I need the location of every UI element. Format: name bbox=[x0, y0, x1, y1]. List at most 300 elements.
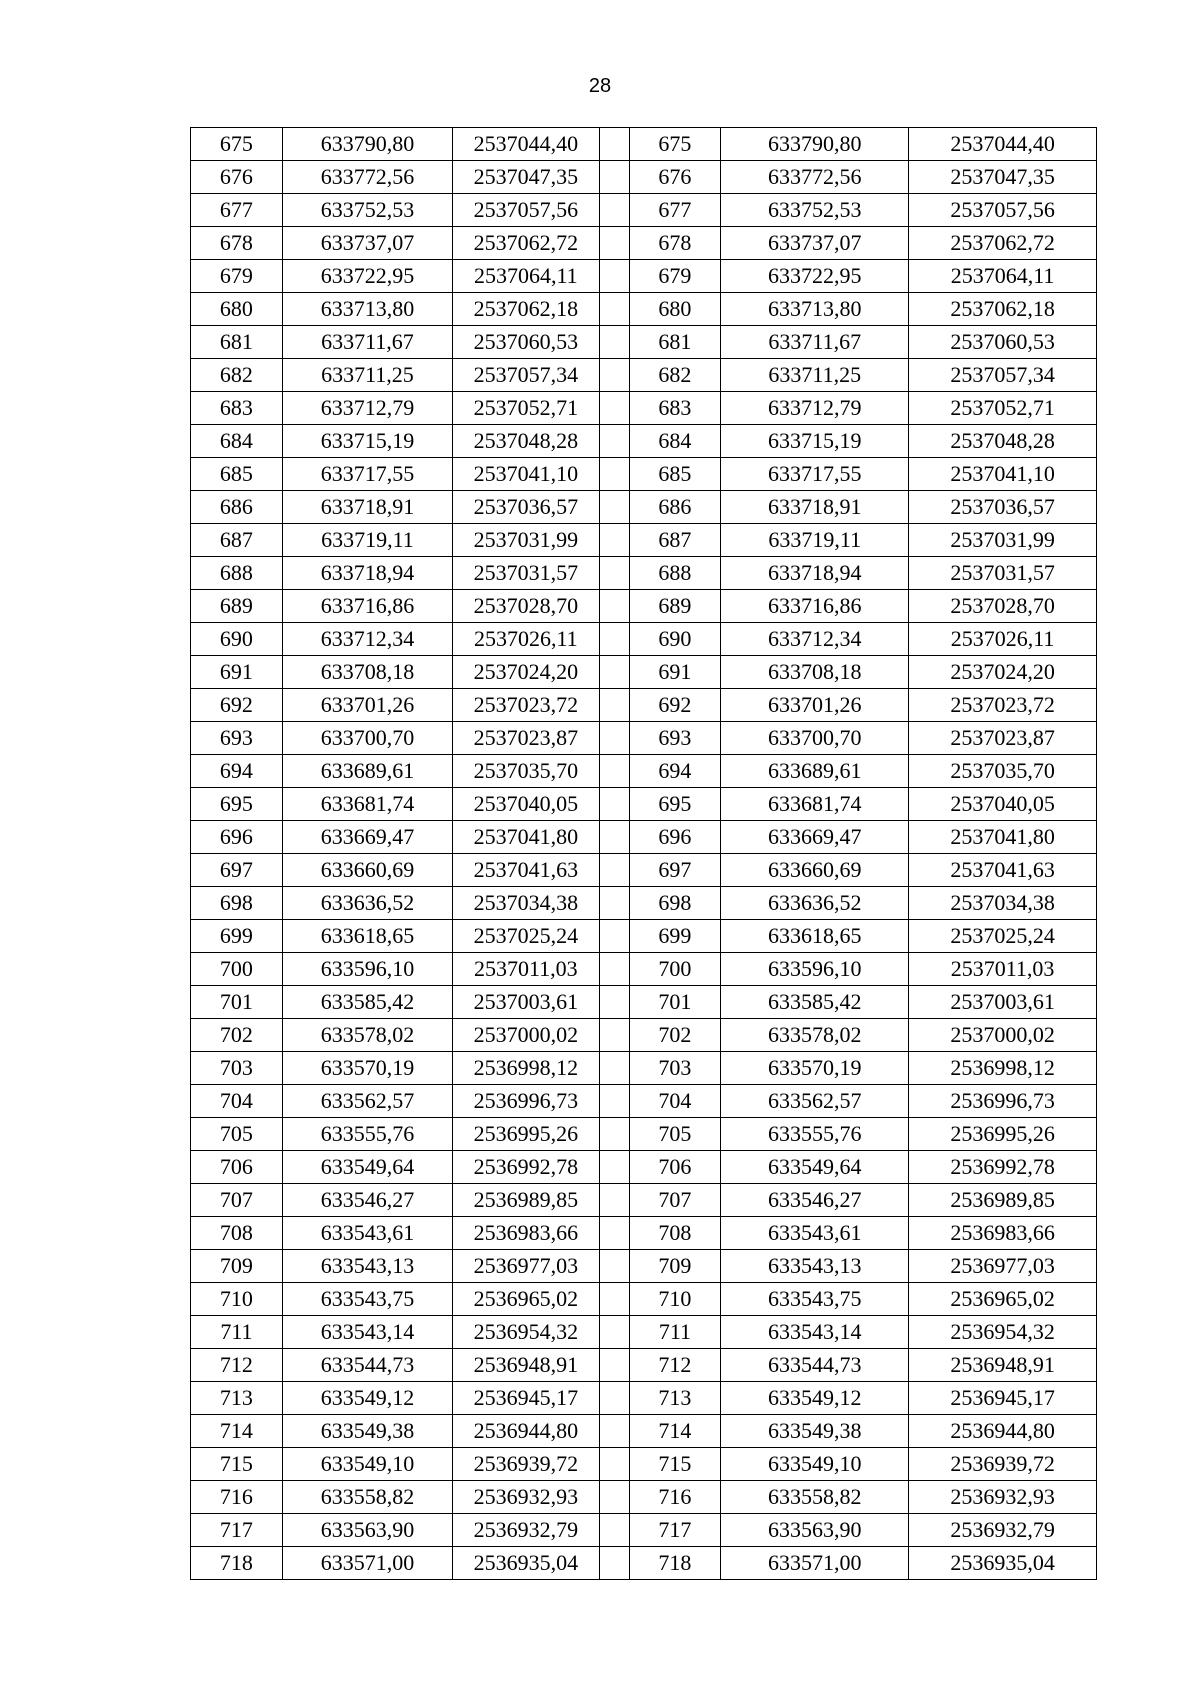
point-number-cell: 713 bbox=[191, 1382, 283, 1415]
point-number-cell-right: 695 bbox=[629, 788, 721, 821]
point-number-cell: 716 bbox=[191, 1481, 283, 1514]
point-number-cell: 699 bbox=[191, 920, 283, 953]
y-coordinate-cell-right: 2537003,61 bbox=[909, 986, 1097, 1019]
table-row bbox=[191, 1052, 1097, 1085]
table-row bbox=[191, 359, 1097, 392]
spacer-cell bbox=[599, 128, 629, 161]
x-coordinate-cell-right: 633636,52 bbox=[721, 887, 909, 920]
y-coordinate-cell-right: 2537034,38 bbox=[909, 887, 1097, 920]
x-coordinate-cell: 633718,94 bbox=[282, 557, 452, 590]
y-coordinate-cell-right: 2537041,10 bbox=[909, 458, 1097, 491]
y-coordinate-cell: 2537060,53 bbox=[453, 326, 600, 359]
table-row bbox=[191, 1481, 1097, 1514]
y-coordinate-cell-right: 2537025,24 bbox=[909, 920, 1097, 953]
table-row bbox=[191, 1118, 1097, 1151]
spacer-cell bbox=[599, 788, 629, 821]
point-number-cell-right: 698 bbox=[629, 887, 721, 920]
x-coordinate-cell-right: 633701,26 bbox=[721, 689, 909, 722]
x-coordinate-cell: 633570,19 bbox=[282, 1052, 452, 1085]
x-coordinate-cell-right: 633713,80 bbox=[721, 293, 909, 326]
spacer-cell bbox=[599, 1316, 629, 1349]
x-coordinate-cell: 633571,00 bbox=[282, 1547, 452, 1580]
point-number-cell-right: 694 bbox=[629, 755, 721, 788]
y-coordinate-cell-right: 2537044,40 bbox=[909, 128, 1097, 161]
point-number-cell: 704 bbox=[191, 1085, 283, 1118]
y-coordinate-cell-right: 2537057,34 bbox=[909, 359, 1097, 392]
y-coordinate-cell: 2537035,70 bbox=[453, 755, 600, 788]
spacer-cell bbox=[599, 227, 629, 260]
spacer-cell bbox=[599, 326, 629, 359]
x-coordinate-cell: 633708,18 bbox=[282, 656, 452, 689]
spacer-cell bbox=[599, 1250, 629, 1283]
spacer-cell bbox=[599, 491, 629, 524]
table-row bbox=[191, 161, 1097, 194]
point-number-cell: 690 bbox=[191, 623, 283, 656]
point-number-cell: 687 bbox=[191, 524, 283, 557]
y-coordinate-cell-right: 2537026,11 bbox=[909, 623, 1097, 656]
x-coordinate-cell-right: 633660,69 bbox=[721, 854, 909, 887]
spacer-cell bbox=[599, 755, 629, 788]
point-number-cell-right: 700 bbox=[629, 953, 721, 986]
x-coordinate-cell: 633790,80 bbox=[282, 128, 452, 161]
spacer-cell bbox=[599, 854, 629, 887]
point-number-cell-right: 693 bbox=[629, 722, 721, 755]
point-number-cell: 689 bbox=[191, 590, 283, 623]
point-number-cell: 692 bbox=[191, 689, 283, 722]
point-number-cell: 693 bbox=[191, 722, 283, 755]
x-coordinate-cell-right: 633555,76 bbox=[721, 1118, 909, 1151]
y-coordinate-cell-right: 2537048,28 bbox=[909, 425, 1097, 458]
point-number-cell: 703 bbox=[191, 1052, 283, 1085]
x-coordinate-cell: 633546,27 bbox=[282, 1184, 452, 1217]
x-coordinate-cell-right: 633562,57 bbox=[721, 1085, 909, 1118]
point-number-cell-right: 712 bbox=[629, 1349, 721, 1382]
spacer-cell bbox=[599, 260, 629, 293]
x-coordinate-cell: 633543,14 bbox=[282, 1316, 452, 1349]
table-row bbox=[191, 623, 1097, 656]
point-number-cell-right: 718 bbox=[629, 1547, 721, 1580]
x-coordinate-cell: 633636,52 bbox=[282, 887, 452, 920]
point-number-cell-right: 688 bbox=[629, 557, 721, 590]
x-coordinate-cell-right: 633570,19 bbox=[721, 1052, 909, 1085]
point-number-cell: 715 bbox=[191, 1448, 283, 1481]
table-row bbox=[191, 1151, 1097, 1184]
x-coordinate-cell-right: 633585,42 bbox=[721, 986, 909, 1019]
x-coordinate-cell: 633719,11 bbox=[282, 524, 452, 557]
point-number-cell-right: 684 bbox=[629, 425, 721, 458]
y-coordinate-cell: 2536954,32 bbox=[453, 1316, 600, 1349]
x-coordinate-cell-right: 633558,82 bbox=[721, 1481, 909, 1514]
y-coordinate-cell: 2537048,28 bbox=[453, 425, 600, 458]
spacer-cell bbox=[599, 887, 629, 920]
y-coordinate-cell-right: 2536996,73 bbox=[909, 1085, 1097, 1118]
point-number-cell-right: 685 bbox=[629, 458, 721, 491]
point-number-cell-right: 689 bbox=[629, 590, 721, 623]
y-coordinate-cell-right: 2536948,91 bbox=[909, 1349, 1097, 1382]
coordinates-table-body bbox=[191, 128, 1097, 1580]
x-coordinate-cell: 633669,47 bbox=[282, 821, 452, 854]
table-row bbox=[191, 722, 1097, 755]
table-row bbox=[191, 1547, 1097, 1580]
table-row bbox=[191, 557, 1097, 590]
table-row bbox=[191, 1415, 1097, 1448]
x-coordinate-cell-right: 633549,64 bbox=[721, 1151, 909, 1184]
point-number-cell: 718 bbox=[191, 1547, 283, 1580]
x-coordinate-cell-right: 633543,13 bbox=[721, 1250, 909, 1283]
y-coordinate-cell-right: 2537052,71 bbox=[909, 392, 1097, 425]
y-coordinate-cell-right: 2537062,72 bbox=[909, 227, 1097, 260]
x-coordinate-cell: 633543,75 bbox=[282, 1283, 452, 1316]
x-coordinate-cell-right: 633717,55 bbox=[721, 458, 909, 491]
x-coordinate-cell: 633618,65 bbox=[282, 920, 452, 953]
point-number-cell-right: 696 bbox=[629, 821, 721, 854]
y-coordinate-cell: 2537040,05 bbox=[453, 788, 600, 821]
point-number-cell-right: 676 bbox=[629, 161, 721, 194]
table-row bbox=[191, 986, 1097, 1019]
point-number-cell-right: 678 bbox=[629, 227, 721, 260]
table-row bbox=[191, 326, 1097, 359]
point-number-cell-right: 704 bbox=[629, 1085, 721, 1118]
y-coordinate-cell-right: 2537062,18 bbox=[909, 293, 1097, 326]
point-number-cell: 711 bbox=[191, 1316, 283, 1349]
x-coordinate-cell-right: 633737,07 bbox=[721, 227, 909, 260]
table-row bbox=[191, 1382, 1097, 1415]
spacer-cell bbox=[599, 1217, 629, 1250]
y-coordinate-cell: 2536996,73 bbox=[453, 1085, 600, 1118]
x-coordinate-cell: 633716,86 bbox=[282, 590, 452, 623]
spacer-cell bbox=[599, 1151, 629, 1184]
point-number-cell: 683 bbox=[191, 392, 283, 425]
spacer-cell bbox=[599, 1052, 629, 1085]
x-coordinate-cell: 633689,61 bbox=[282, 755, 452, 788]
point-number-cell: 700 bbox=[191, 953, 283, 986]
table-row bbox=[191, 128, 1097, 161]
table-row bbox=[191, 1250, 1097, 1283]
x-coordinate-cell: 633681,74 bbox=[282, 788, 452, 821]
point-number-cell: 701 bbox=[191, 986, 283, 1019]
point-number-cell: 717 bbox=[191, 1514, 283, 1547]
point-number-cell: 694 bbox=[191, 755, 283, 788]
y-coordinate-cell: 2536992,78 bbox=[453, 1151, 600, 1184]
spacer-cell bbox=[599, 689, 629, 722]
coordinates-table bbox=[190, 127, 1097, 1580]
table-row bbox=[191, 227, 1097, 260]
y-coordinate-cell: 2536998,12 bbox=[453, 1052, 600, 1085]
y-coordinate-cell-right: 2537040,05 bbox=[909, 788, 1097, 821]
y-coordinate-cell-right: 2536983,66 bbox=[909, 1217, 1097, 1250]
x-coordinate-cell-right: 633700,70 bbox=[721, 722, 909, 755]
x-coordinate-cell-right: 633772,56 bbox=[721, 161, 909, 194]
table-row bbox=[191, 788, 1097, 821]
point-number-cell-right: 710 bbox=[629, 1283, 721, 1316]
spacer-cell bbox=[599, 524, 629, 557]
y-coordinate-cell: 2537062,72 bbox=[453, 227, 600, 260]
spacer-cell bbox=[599, 623, 629, 656]
point-number-cell-right: 711 bbox=[629, 1316, 721, 1349]
y-coordinate-cell: 2537000,02 bbox=[453, 1019, 600, 1052]
y-coordinate-cell-right: 2537028,70 bbox=[909, 590, 1097, 623]
y-coordinate-cell: 2536932,79 bbox=[453, 1514, 600, 1547]
point-number-cell: 684 bbox=[191, 425, 283, 458]
point-number-cell-right: 703 bbox=[629, 1052, 721, 1085]
table-row bbox=[191, 491, 1097, 524]
spacer-cell bbox=[599, 986, 629, 1019]
point-number-cell: 686 bbox=[191, 491, 283, 524]
y-coordinate-cell-right: 2536935,04 bbox=[909, 1547, 1097, 1580]
point-number-cell: 677 bbox=[191, 194, 283, 227]
table-row bbox=[191, 854, 1097, 887]
x-coordinate-cell-right: 633712,34 bbox=[721, 623, 909, 656]
x-coordinate-cell-right: 633712,79 bbox=[721, 392, 909, 425]
table-row bbox=[191, 755, 1097, 788]
x-coordinate-cell: 633700,70 bbox=[282, 722, 452, 755]
spacer-cell bbox=[599, 1184, 629, 1217]
point-number-cell-right: 680 bbox=[629, 293, 721, 326]
x-coordinate-cell-right: 633618,65 bbox=[721, 920, 909, 953]
y-coordinate-cell: 2537025,24 bbox=[453, 920, 600, 953]
y-coordinate-cell: 2537057,34 bbox=[453, 359, 600, 392]
table-row bbox=[191, 887, 1097, 920]
y-coordinate-cell-right: 2537060,53 bbox=[909, 326, 1097, 359]
x-coordinate-cell-right: 633578,02 bbox=[721, 1019, 909, 1052]
x-coordinate-cell-right: 633719,11 bbox=[721, 524, 909, 557]
y-coordinate-cell: 2537044,40 bbox=[453, 128, 600, 161]
y-coordinate-cell: 2536944,80 bbox=[453, 1415, 600, 1448]
y-coordinate-cell: 2537034,38 bbox=[453, 887, 600, 920]
spacer-cell bbox=[599, 821, 629, 854]
y-coordinate-cell: 2536989,85 bbox=[453, 1184, 600, 1217]
y-coordinate-cell: 2537036,57 bbox=[453, 491, 600, 524]
x-coordinate-cell: 633549,12 bbox=[282, 1382, 452, 1415]
y-coordinate-cell-right: 2536992,78 bbox=[909, 1151, 1097, 1184]
point-number-cell-right: 699 bbox=[629, 920, 721, 953]
x-coordinate-cell-right: 633563,90 bbox=[721, 1514, 909, 1547]
y-coordinate-cell-right: 2537041,80 bbox=[909, 821, 1097, 854]
spacer-cell bbox=[599, 194, 629, 227]
x-coordinate-cell: 633578,02 bbox=[282, 1019, 452, 1052]
spacer-cell bbox=[599, 359, 629, 392]
point-number-cell-right: 683 bbox=[629, 392, 721, 425]
y-coordinate-cell: 2537011,03 bbox=[453, 953, 600, 986]
point-number-cell: 709 bbox=[191, 1250, 283, 1283]
y-coordinate-cell-right: 2537031,99 bbox=[909, 524, 1097, 557]
point-number-cell-right: 691 bbox=[629, 656, 721, 689]
point-number-cell-right: 679 bbox=[629, 260, 721, 293]
spacer-cell bbox=[599, 1448, 629, 1481]
point-number-cell: 710 bbox=[191, 1283, 283, 1316]
y-coordinate-cell-right: 2536944,80 bbox=[909, 1415, 1097, 1448]
y-coordinate-cell-right: 2537057,56 bbox=[909, 194, 1097, 227]
x-coordinate-cell: 633722,95 bbox=[282, 260, 452, 293]
y-coordinate-cell: 2536977,03 bbox=[453, 1250, 600, 1283]
x-coordinate-cell: 633585,42 bbox=[282, 986, 452, 1019]
point-number-cell-right: 714 bbox=[629, 1415, 721, 1448]
point-number-cell: 696 bbox=[191, 821, 283, 854]
x-coordinate-cell-right: 633722,95 bbox=[721, 260, 909, 293]
point-number-cell: 688 bbox=[191, 557, 283, 590]
point-number-cell-right: 707 bbox=[629, 1184, 721, 1217]
x-coordinate-cell: 633558,82 bbox=[282, 1481, 452, 1514]
table-row bbox=[191, 392, 1097, 425]
point-number-cell-right: 697 bbox=[629, 854, 721, 887]
x-coordinate-cell: 633596,10 bbox=[282, 953, 452, 986]
table-row bbox=[191, 524, 1097, 557]
x-coordinate-cell: 633549,38 bbox=[282, 1415, 452, 1448]
y-coordinate-cell: 2537062,18 bbox=[453, 293, 600, 326]
x-coordinate-cell-right: 633718,94 bbox=[721, 557, 909, 590]
table-row bbox=[191, 1184, 1097, 1217]
spacer-cell bbox=[599, 656, 629, 689]
y-coordinate-cell: 2537026,11 bbox=[453, 623, 600, 656]
point-number-cell: 706 bbox=[191, 1151, 283, 1184]
y-coordinate-cell-right: 2536977,03 bbox=[909, 1250, 1097, 1283]
y-coordinate-cell-right: 2537035,70 bbox=[909, 755, 1097, 788]
spacer-cell bbox=[599, 425, 629, 458]
spacer-cell bbox=[599, 590, 629, 623]
point-number-cell: 695 bbox=[191, 788, 283, 821]
point-number-cell: 675 bbox=[191, 128, 283, 161]
x-coordinate-cell-right: 633681,74 bbox=[721, 788, 909, 821]
y-coordinate-cell: 2536965,02 bbox=[453, 1283, 600, 1316]
table-row bbox=[191, 1085, 1097, 1118]
point-number-cell-right: 677 bbox=[629, 194, 721, 227]
table-row bbox=[191, 953, 1097, 986]
y-coordinate-cell: 2537028,70 bbox=[453, 590, 600, 623]
x-coordinate-cell-right: 633669,47 bbox=[721, 821, 909, 854]
spacer-cell bbox=[599, 557, 629, 590]
y-coordinate-cell-right: 2536945,17 bbox=[909, 1382, 1097, 1415]
point-number-cell: 705 bbox=[191, 1118, 283, 1151]
y-coordinate-cell-right: 2536932,93 bbox=[909, 1481, 1097, 1514]
table-row bbox=[191, 920, 1097, 953]
y-coordinate-cell-right: 2537023,87 bbox=[909, 722, 1097, 755]
y-coordinate-cell: 2537047,35 bbox=[453, 161, 600, 194]
table-row bbox=[191, 689, 1097, 722]
spacer-cell bbox=[599, 458, 629, 491]
table-row bbox=[191, 1217, 1097, 1250]
spacer-cell bbox=[599, 161, 629, 194]
y-coordinate-cell-right: 2537047,35 bbox=[909, 161, 1097, 194]
table-row bbox=[191, 656, 1097, 689]
x-coordinate-cell: 633715,19 bbox=[282, 425, 452, 458]
x-coordinate-cell-right: 633752,53 bbox=[721, 194, 909, 227]
x-coordinate-cell: 633701,26 bbox=[282, 689, 452, 722]
y-coordinate-cell-right: 2536989,85 bbox=[909, 1184, 1097, 1217]
y-coordinate-cell: 2537024,20 bbox=[453, 656, 600, 689]
point-number-cell-right: 717 bbox=[629, 1514, 721, 1547]
y-coordinate-cell: 2536983,66 bbox=[453, 1217, 600, 1250]
y-coordinate-cell-right: 2537064,11 bbox=[909, 260, 1097, 293]
x-coordinate-cell: 633543,13 bbox=[282, 1250, 452, 1283]
x-coordinate-cell-right: 633543,14 bbox=[721, 1316, 909, 1349]
point-number-cell: 676 bbox=[191, 161, 283, 194]
y-coordinate-cell: 2537057,56 bbox=[453, 194, 600, 227]
y-coordinate-cell-right: 2537000,02 bbox=[909, 1019, 1097, 1052]
x-coordinate-cell-right: 633544,73 bbox=[721, 1349, 909, 1382]
x-coordinate-cell-right: 633549,38 bbox=[721, 1415, 909, 1448]
y-coordinate-cell: 2537041,63 bbox=[453, 854, 600, 887]
x-coordinate-cell-right: 633596,10 bbox=[721, 953, 909, 986]
y-coordinate-cell: 2537023,87 bbox=[453, 722, 600, 755]
spacer-cell bbox=[599, 1547, 629, 1580]
table-row bbox=[191, 1316, 1097, 1349]
table-row bbox=[191, 1349, 1097, 1382]
spacer-cell bbox=[599, 1085, 629, 1118]
x-coordinate-cell-right: 633571,00 bbox=[721, 1547, 909, 1580]
x-coordinate-cell-right: 633716,86 bbox=[721, 590, 909, 623]
point-number-cell-right: 709 bbox=[629, 1250, 721, 1283]
spacer-cell bbox=[599, 1481, 629, 1514]
y-coordinate-cell: 2537031,99 bbox=[453, 524, 600, 557]
table-row bbox=[191, 293, 1097, 326]
table-row bbox=[191, 425, 1097, 458]
table-row bbox=[191, 1019, 1097, 1052]
spacer-cell bbox=[599, 293, 629, 326]
point-number-cell-right: 705 bbox=[629, 1118, 721, 1151]
spacer-cell bbox=[599, 953, 629, 986]
point-number-cell: 697 bbox=[191, 854, 283, 887]
point-number-cell-right: 702 bbox=[629, 1019, 721, 1052]
y-coordinate-cell: 2537064,11 bbox=[453, 260, 600, 293]
spacer-cell bbox=[599, 1019, 629, 1052]
spacer-cell bbox=[599, 1415, 629, 1448]
y-coordinate-cell-right: 2537041,63 bbox=[909, 854, 1097, 887]
point-number-cell: 685 bbox=[191, 458, 283, 491]
spacer-cell bbox=[599, 920, 629, 953]
table-row bbox=[191, 1514, 1097, 1547]
y-coordinate-cell: 2537023,72 bbox=[453, 689, 600, 722]
point-number-cell-right: 715 bbox=[629, 1448, 721, 1481]
spacer-cell bbox=[599, 1514, 629, 1547]
point-number-cell-right: 681 bbox=[629, 326, 721, 359]
point-number-cell: 707 bbox=[191, 1184, 283, 1217]
x-coordinate-cell: 633711,25 bbox=[282, 359, 452, 392]
spacer-cell bbox=[599, 1283, 629, 1316]
y-coordinate-cell: 2537041,80 bbox=[453, 821, 600, 854]
spacer-cell bbox=[599, 1349, 629, 1382]
spacer-cell bbox=[599, 1118, 629, 1151]
x-coordinate-cell-right: 633718,91 bbox=[721, 491, 909, 524]
x-coordinate-cell: 633549,64 bbox=[282, 1151, 452, 1184]
y-coordinate-cell-right: 2536939,72 bbox=[909, 1448, 1097, 1481]
x-coordinate-cell-right: 633546,27 bbox=[721, 1184, 909, 1217]
x-coordinate-cell: 633711,67 bbox=[282, 326, 452, 359]
point-number-cell: 682 bbox=[191, 359, 283, 392]
page-number: 28 bbox=[588, 75, 612, 97]
x-coordinate-cell: 633660,69 bbox=[282, 854, 452, 887]
y-coordinate-cell-right: 2536932,79 bbox=[909, 1514, 1097, 1547]
x-coordinate-cell: 633555,76 bbox=[282, 1118, 452, 1151]
y-coordinate-cell: 2537052,71 bbox=[453, 392, 600, 425]
y-coordinate-cell-right: 2536995,26 bbox=[909, 1118, 1097, 1151]
x-coordinate-cell-right: 633711,67 bbox=[721, 326, 909, 359]
table-row bbox=[191, 1283, 1097, 1316]
x-coordinate-cell-right: 633549,12 bbox=[721, 1382, 909, 1415]
x-coordinate-cell: 633717,55 bbox=[282, 458, 452, 491]
y-coordinate-cell-right: 2536965,02 bbox=[909, 1283, 1097, 1316]
point-number-cell: 691 bbox=[191, 656, 283, 689]
y-coordinate-cell: 2536935,04 bbox=[453, 1547, 600, 1580]
point-number-cell-right: 713 bbox=[629, 1382, 721, 1415]
point-number-cell: 708 bbox=[191, 1217, 283, 1250]
table-row bbox=[191, 260, 1097, 293]
point-number-cell-right: 687 bbox=[629, 524, 721, 557]
y-coordinate-cell: 2536945,17 bbox=[453, 1382, 600, 1415]
x-coordinate-cell: 633713,80 bbox=[282, 293, 452, 326]
y-coordinate-cell: 2537003,61 bbox=[453, 986, 600, 1019]
x-coordinate-cell-right: 633543,61 bbox=[721, 1217, 909, 1250]
y-coordinate-cell: 2537041,10 bbox=[453, 458, 600, 491]
